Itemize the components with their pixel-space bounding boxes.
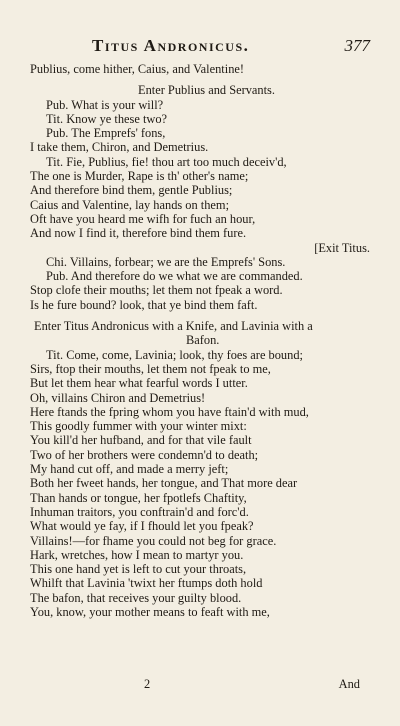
line-gap: [0, 76, 400, 83]
verse-line: Villains!—for fhame you could not beg for grace.: [30, 533, 277, 548]
verse-line: Than hands or tongue, her fpotlefs Chaftity,: [30, 490, 247, 505]
verse-line: Hark, wretches, how I mean to martyr you.: [30, 547, 244, 562]
stage-direction: Enter Publius and Servants.: [138, 83, 275, 98]
verse-line: And now I find it, therefore bind them fure.: [30, 226, 247, 241]
speech-line: Pub. And therefore do we what we are commanded.: [46, 269, 303, 284]
verse-line: Is he fure bound? look, that ye bind them faft.: [30, 297, 258, 312]
verse-line: This one hand yet is left to cut your throats,: [30, 562, 247, 577]
verse-line: Here ftands the fpring whom you have ftain'd with mud,: [30, 404, 309, 419]
verse-line: I take them, Chiron, and Demetrius.: [30, 140, 209, 155]
verse-line: Oh, villains Chiron and Demetrius!: [30, 390, 206, 405]
verse-line: Oft have you heard me wifh for fuch an hour,: [30, 211, 256, 226]
verse-line: Two of her brothers were condemn'd to death;: [30, 447, 259, 462]
verse-line: The one is Murder, Rape is th' other's name;: [30, 169, 249, 184]
speech-line: Tit. Know ye these two?: [46, 111, 168, 126]
play-text: [0, 62, 400, 619]
speech-line: Tit. Come, come, Lavinia; look, thy foes are bound;: [46, 347, 303, 362]
speech-line: Pub. What is your will?: [46, 97, 164, 112]
verse-line: The bafon, that receives your guilty blood.: [30, 590, 242, 605]
page-footer: [0, 677, 400, 693]
exit-direction: [Exit Titus.: [314, 240, 370, 255]
verse-line: Whilft that Lavinia 'twixt her ftumps doth hold: [30, 576, 263, 591]
page-header: [0, 36, 400, 58]
verse-line: My hand cut off, and made a merry jeft;: [30, 462, 229, 477]
signature-mark: 2: [144, 677, 151, 691]
verse-line: But let them hear what fearful words I utter.: [30, 376, 248, 391]
speech-line: Chi. Villains, forbear; we are the Emprefs' Sons.: [46, 254, 286, 269]
verse-line: Stop clofe their mouths; let them not fpeak a word.: [30, 283, 283, 298]
catchword: And: [338, 677, 360, 691]
verse-line: Both her fweet hands, her tongue, and That more dear: [30, 476, 298, 491]
verse-line: Publius, come hither, Caius, and Valentine!: [30, 62, 245, 76]
running-title: Titus Andronicus.: [92, 36, 250, 55]
speech-line: Pub. The Emprefs' fons,: [46, 126, 166, 141]
verse-line: Caius and Valentine, lay hands on them;: [30, 197, 230, 212]
speech-line: Tit. Fie, Publius, fie! thou art too much deceiv'd,: [46, 154, 287, 169]
page-number: 377: [344, 36, 370, 55]
stage-direction-continued: Bafon.: [186, 333, 220, 348]
verse-line: And therefore bind them, gentle Publius;: [30, 183, 233, 198]
verse-line: This goodly fummer with your winter mixt:: [30, 419, 247, 434]
verse-line: What would ye fay, if I fhould let you fpeak?: [30, 519, 254, 534]
verse-line: Sirs, ftop their mouths, let them not fpeak to me,: [30, 361, 271, 376]
verse-line: Inhuman traitors, you conftrain'd and forc'd.: [30, 504, 249, 519]
stage-direction: Enter Titus Andronicus with a Knife, and Lavinia with a: [34, 319, 313, 334]
verse-line: You kill'd her hufband, and for that vile fault: [30, 433, 252, 448]
verse-line: You, know, your mother means to feaft with me,: [30, 604, 270, 619]
line-gap: [0, 312, 400, 319]
